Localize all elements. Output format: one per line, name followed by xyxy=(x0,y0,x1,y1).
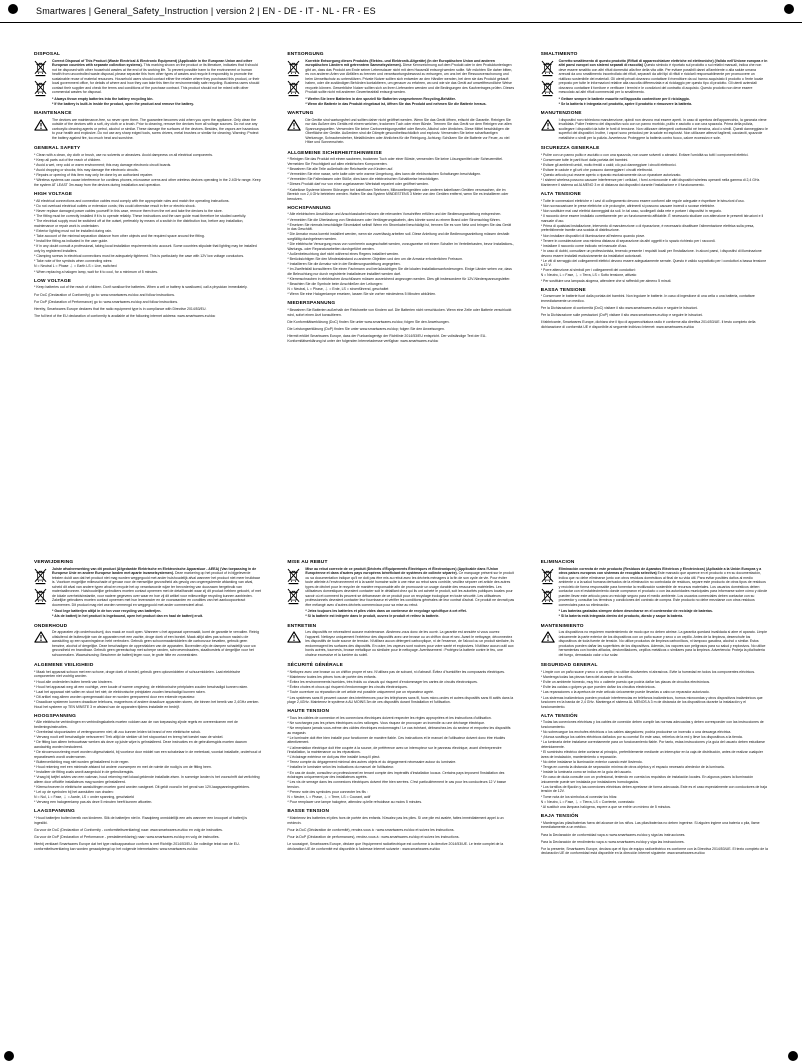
bullet-line: * L'éclairage extérieur ne doit pas être installé lorsqu'il pleut. xyxy=(287,755,381,760)
section-text xyxy=(52,118,261,143)
section-heading-disposal: DISPOSAL xyxy=(34,52,61,57)
bullet-line: * Non sovraccaricare le prese elettriche o le prolunghe, altrimenti si possono causare incendi o scosse elettriche. xyxy=(540,203,716,208)
section-text xyxy=(34,816,261,826)
section-laagspanning xyxy=(34,816,261,826)
section-icons xyxy=(541,567,559,605)
section-low-voltage xyxy=(34,285,261,290)
section-text xyxy=(287,670,514,705)
doc-declaration-line: Ga voor de DoP (Declaration of Performance - prestatieverklaring) naar: www.smartwares.eu/dop en volg de instructies. xyxy=(34,835,220,840)
section-heading-onderhoud: ONDERHOUD xyxy=(34,623,68,629)
section-text xyxy=(559,630,768,659)
section-heading-hoogspanning: HOOGSPANNING xyxy=(34,713,77,719)
section-alta-tension xyxy=(541,720,768,810)
section-heading-mantenimiento: MANTENIMIENTO xyxy=(540,623,584,629)
section-heading-high-voltage: HIGH VOLTAGE xyxy=(34,192,73,198)
bullet-line: * If in any doubt consult a professional, taking local installation requirements into account. Some countries stipulate that lighting may be installed only by registered installers. xyxy=(34,244,257,253)
bullet-line: * ¡Nunca sustituya los cables eléctricos dañados por su cuenta! En este caso, retírelos de la red y lleve los dispositivos a la tienda. xyxy=(540,735,743,740)
bullet-line: * Non sostituire mai cavi elettrici danneggiati da soli. In tal caso, scollegarli dalla rete e portare i dispositivi in negozio. xyxy=(540,209,722,214)
weee-bin-icon xyxy=(541,60,554,77)
bullet-line: * Außenbeleuchtung darf nicht während eines Regens installiert werden. xyxy=(287,251,400,256)
bullet-line: * Die Armatur muss korrekt installiert werden, wenn sie zuverlässig arbeiten soll. Diese Anleitung und die Bedienungsanleitung müssen deshalb sorgfältig durchgelesen werden. xyxy=(287,232,510,241)
bullet-line: * In caso di dubbi, consultare un professionista, tenendo presente i requisiti locali per l'installazione. In alcuni paesi, i dispositivi di illuminazione devono essere installati esclusivamente da installatori autorizzati. xyxy=(540,248,762,258)
section-text xyxy=(34,153,261,188)
bullet-line: * En cas de doute, consultez un professionnel en tenant compte des impératifs d'installation locaux. Certains pays imposent l'installation des éclairages uniquement par des installateurs agréés. xyxy=(287,770,505,780)
section-heading-hochspannung: HOCHSPANNUNG xyxy=(287,205,331,211)
bullet-line: * Mantenga todas las piezas fuera del alcance de los niños. xyxy=(540,675,633,679)
doc-declaration-line: Le soussigné, Smartwares Europe, déclare que l'équipement radioélectrique est conforme à la directive 2014/53/UE. Le texte complet de la déclaration UE de conformité est disponible à l'adresse internet suivante : www.smartwares.eu/doc xyxy=(287,841,504,851)
section-text xyxy=(287,716,514,806)
section-text xyxy=(559,118,768,143)
bullet-line: * Tome nota de los símbolos al conectar los hilos: xyxy=(540,794,618,799)
section-sicurezza-generale xyxy=(541,153,768,188)
section-heading-alta-tensione: ALTA TENSIONE xyxy=(540,192,582,198)
section-text xyxy=(287,816,514,826)
section-text xyxy=(305,630,514,659)
bullet-line: * Installez le luminaire selon les indications du manuel de l'utilisateur. xyxy=(287,765,395,770)
section-text xyxy=(559,59,768,107)
bullet-line: * Houd batterijen buiten bereik van kinderen. Slik de batterijen niet in. Raadpleeg onmiddellijk een arts wanneer een knoopcel of batterij is ingeslikt. xyxy=(34,816,248,825)
bullet-line: * Los tornillos de fijación y las conexiones eléctricas deben apretarse de forma adecuada. Este es el caso especialmente con conductores de baja tensión de 12V. xyxy=(540,784,767,794)
warning-triangle-icon xyxy=(541,119,555,131)
section-heading-laagspanning: LAAGSPANNING xyxy=(34,809,75,815)
doc-declaration-line: The full text of the EU declaration of conformity is available at the following internet address: www.smartwares.eu/doc xyxy=(34,313,216,318)
bullet-line: * Limpie con un paño suave y seco o un cepillo; no utilice disolventes ni abrasivos. Evite la humedad en todos los componentes eléctricos. xyxy=(540,669,756,674)
section-text xyxy=(541,199,768,284)
doc-declaration-line: Hereby, Smartwares Europe declares that the radio equipment type is in compliance with Directive 2014/53/EU. xyxy=(34,306,207,311)
bullet-line: * Porre attenzione ai simboli per i collegamenti dei conduttori: xyxy=(540,268,636,273)
section-mise-au-rebut xyxy=(287,567,514,620)
bullet-line: * When replacing a halogen lamp, wait for it to cool, for a minimum of 5 minutes. xyxy=(34,269,158,274)
body-paragraph: I dispositivi non richiedono manutenzione, quindi non devono mai essere aperti. In caso di apertura dell'apparecchio, la garanzia viene invalidata. Pulire l'esterno del dispositivo solo con un panno morbido, pulito e asciutto o con una spazzola. Prima della pulizia, scollegare i dispositivi da tutte le fonti di tensione. Non utilizzare detergenti carbossilici né benzina, alcol o simili. Questi danneggiano le superfici dei dispositivi. Inoltre, i vapori sono pericolosi per la salute ed esplosivi. Non utilizzare attrezzi taglienti, cacciaviti, spazzole metalliche o simili per la pulizia. Avvertenza: Proteggere la batteria contro fuoco, calore eccessivo e sole. xyxy=(558,117,768,140)
bullet-line: * Évitez les environnements humides, très froids ou chauds qui risquent d'endommager les cartes de circuits électroniques. xyxy=(287,680,478,685)
instruction-columns xyxy=(34,52,768,1048)
bullet-line-bold: * Si la batterie est intégrée dans le produit, ouvrez le produit et retirez la batterie. xyxy=(305,614,440,619)
bullet-line: * Kabellose Systeme können Störungen bei kabellosen Telefonen, Mikrowellengeräten oder anderen kabellosen Geräten verursachen, die im Bereich von 2,4 GHz betrieben werden. Halten Sie das System MINDESTENS 3 Meter von den Geräten entfernt, wenn Sie es installieren oder benutzen. xyxy=(287,187,509,201)
section-text xyxy=(52,630,261,659)
document-title: Smartwares | General_Safety_Instruction | version 2 | EN - DE - IT - NL - FR - ES xyxy=(36,6,376,16)
body-paragraph: Juiste afvalverwerking van dit product (Afgedankte Elektrische en Elektronische Apparatuur - AEEA) (Van toepassing in de Europese Unie en andere Europese landen met aparte inzamelsystemen). Deze markering op het product of in bijgeleverde teksten duidt aan dat het product niet mag worden weggegooid met ander huishoudelijk afval wanneer het product niet meer bruikbaar is. Voorkom mogelijke milieuschade of gevaar voor de menselijke gezondheid als gevolg van ongereguleerde afdanking van afval, scheid dit afval van andere typen afval en recycle het op verantwoorde wijze ter bevordering van duurzaam hergebruik van materiaalbronnen. Huishoudelijke gebruikers moeten contact opnemen met de detailhandel waar zij dit product hebben gekocht, of met de lokale overheidsinstantie, voor nadere gegevens over waar en hoe zij dit artikel voor milieuveilige recycling kunnen aanbieden. Zakelijke gebruikers moeten contact opnemen met hun leverancier en de voorwaarden en condities van het aankoopcontract doornemen. Dit product mag niet worden vermengd en weggegooid met ander commercieel afval. xyxy=(52,566,261,607)
bullet-line: * Houd rekening met een minimale afstand tot andere voorwerpen en met de ruimte die nodig is om de fitting heen. xyxy=(34,764,212,769)
weee-bin-icon xyxy=(541,568,554,585)
bullet-line: * Los sistemas inalámbricos pueden producir interferencias en teléfonos inalámbricos, hornos microondas y otros dispositivos inalámbricos que funcionen en la banda de 2,4 GHz. Mantenga el sistema AL MENOS A 3 m de distancia de los dispositivos durante la instalación y el funcionamiento. xyxy=(540,695,763,709)
section-icons xyxy=(541,118,559,131)
doc-declaration-line: For DoC (Declaration of Conformity) go to: www.smartwares.eu/doc and follow instructions. xyxy=(34,292,176,297)
bullet-line: * All electrical connections and connection cables must comply with the appropriate rules and match the operating instructions. xyxy=(34,198,230,203)
section-icons xyxy=(34,630,52,643)
section-text xyxy=(52,59,261,107)
section-heading-manutenzione: MANUTENZIONE xyxy=(540,111,582,117)
doc-declaration-line: Pour la DoP (Déclaration de performances), rendez-vous à : www.smartwares.eu/dop et suivez les instructions. xyxy=(287,835,460,840)
body-paragraph: Los dispositivos no requieren mantenimiento de modo que no deben abrirse. La garantía quedará invalidada si abre el aparato. Limpie únicamente la parte exterior de los dispositivos con un paño suave y seco o un cepillo. Antes de la limpieza, desenchufe los dispositivos de toda fuente de tensión. No utilice productos de limpieza carboxílicos, ni tampoco gasolina, alcohol o similar. Estos productos pueden dañar las superficies de los dispositivos. Además, los vapores son peligrosos para su salud y explosivos. No utilice herramientas con bordes afilados, destornilladores, cepillos metálicos o similares para la limpieza. Advertencia: Proteja la pila/batería del fuego, demasiado calor o luz solar. xyxy=(558,630,768,657)
bullet-line: * Mantenga las pilas/baterías fuera del alcance de los niños. Las pilas/baterías no deben ingerirse. Si alguien ingiere una batería o pila, llame inmediatamente a un médico. xyxy=(540,820,760,830)
section-verwijdering xyxy=(34,567,261,620)
section-heading-algemene-veiligheid: ALGEMENE VEILIGHEID xyxy=(34,663,94,669)
bullet-line: * Vervang een halogeenlamp pas als deze 5 minuten heeft kunnen afkoelen. xyxy=(34,800,153,805)
weee-bin-icon xyxy=(287,568,300,585)
section-wartung xyxy=(287,118,514,147)
section-haute-tension xyxy=(287,716,514,806)
bullet-line: * Keep batteries out of the reach of children. Don't swallow the batteries. When a cell or battery is swallowed, call a physician immediately. xyxy=(34,285,248,290)
bullet-line: * Buitenverlichting mag niet worden geïnstalleerd in de regen. xyxy=(34,759,130,764)
section-heading-maintenance: MAINTENANCE xyxy=(34,111,72,117)
section-heading-haute-tension: HAUTE TENSION xyxy=(287,709,330,715)
section-hochspannung xyxy=(287,212,514,297)
section-text xyxy=(34,720,261,805)
warning-triangle-icon xyxy=(34,631,48,643)
bullet-line: * Berücksichtigen Sie den Mindestabstand zu anderen Objekten und den um die Armatur erforderlichen Freiraum. xyxy=(287,256,464,261)
section-icons xyxy=(287,630,305,643)
bullet-line: * De fitting kan alleen betrouwbaar werken als deze op juiste wijze is geïnstalleerd. Deze instructies en de gebruikersgids moeten daarom aandachtig worden bestudeerd. xyxy=(34,740,247,749)
bullet-line: * No sobrecargue los enchufes eléctricos o los cables alargadores; podría producirse un incendio o una descarga eléctrica. xyxy=(540,730,732,735)
bullet-line: * Les vis de serrage dans les connexions électriques doivent être bien serrées. C'est particulièrement le cas pour les conducteurs 12 V basse tension. xyxy=(287,780,507,789)
bullet-line: * Ersetzen Sie niemals beschädigte Stromkabel selbst! Wenn ein Stromkabel beschädigt ist, trennen Sie es vom Netz und bringen Sie das Gerät in das Geschäft. xyxy=(287,222,511,232)
bullet-line: * Nettoyez avec une brosse ou un chiffon propre et sec. N'utilisez pas de solvant, ni d'abrasif. Évitez d'humidifier les composants électriques. xyxy=(287,669,506,674)
section-hoogspanning xyxy=(34,720,261,805)
section-text xyxy=(34,670,261,710)
section-alta-tensione xyxy=(541,199,768,284)
doc-declaration-line: Die Leistungserklärung (DoP) finden Sie unter www.smartwares.eu/dop; folgen Sie den Anweisungen. xyxy=(287,327,445,332)
body-paragraph: Die Geräte sind wartungsfrei und sollten daher nicht geöffnet werden. Wenn Sie das Gerät öffnen, erlischt die Garantie. Reinigen Sie nur das Äußere des Geräts mit einem weichen, trockenen Tuch oder einer Bürste. Trennen Sie das Gerät vor dem Reinigen von allen Spannungsquellen. Verwenden Sie keine Carbonreinigungsmittel oder Benzin, Alkohol oder ähnliches. Diese Mittel beschädigen die Oberfläche der Geräte. Außerdem sind die Dämpfe gesundheitsschädlich und explosiv. Verwenden Sie keine scharfkantigen Werkzeuge, Schraubendreher, Metallbürsten oder ähnliches für die Reinigung. Achtung: Schützen Sie die Batterie vor Feuer, zu viel Hitze und Sonnenschein. xyxy=(305,117,512,145)
doc-declaration-line: Hierbij verklaart Smartwares Europe dat het type radioapparatuur conform is met Richtlijn 2014/53/EU. De volledige tekst van de EU-conformiteitsverklaring kan worden geraadpleegd op het volgende internetadres: www.smartwares.eu/doc xyxy=(34,841,240,851)
doc-declaration-line: Per la Dichiarazione sulle prestazioni (DoP) visitare il sito www.smartwares.eu/dop e seguire le istruzioni. xyxy=(540,313,704,318)
bullet-line: * Take note of the symbols when connecting wires: xyxy=(34,259,113,264)
bullet-line: * Pour remplacer une lampe halogène, attendez qu'elle refroidisse au moins 5 minutes. xyxy=(287,800,423,805)
bullet-line: * Im Zweifelsfall konsultieren Sie einen Fachmann und berücksichtigen Sie die lokalen Installationsanforderungen. Einige Länder sehen vor, dass die Beleuchtung nur durch registrierte Installateure installiert werden darf. xyxy=(287,267,512,276)
section-securite-generale xyxy=(287,670,514,705)
section-basse-tension xyxy=(287,816,514,826)
bullet-line: * Clamping screws in electrical connections must be adequately tightened. This is particularly the case with 12V low voltage conductors. xyxy=(34,254,245,259)
bullet-line: * Bewahren Sie alle Teile außerhalb der Reichweite von Kindern auf. xyxy=(287,167,394,171)
bullet-line: * Alle elektrische verbindingen en verbindingskabels moeten voldoen aan de van toepassing zijnde regels en overeenkomen met de bedieningsinstructies. xyxy=(34,720,238,729)
section-heading-securite-generale: SÉCURITÉ GÉNÉRALE xyxy=(287,663,343,669)
section-text xyxy=(305,567,514,620)
bullet-line: * Bewahren Sie Batterien außerhalb der Reichweite von Kindern auf. Die Batterien nicht verschlucken. Wenn eine Zelle oder Batterie verschluckt wird, sofort einen Arzt konsultieren. xyxy=(287,308,512,317)
section-heading-seguridad-general: SEGURIDAD GENERAL xyxy=(540,663,598,669)
bullet-line: * Maintenez toutes les pièces hors de portée des enfants. xyxy=(287,675,377,679)
section-text xyxy=(305,118,514,147)
section-heading-entsorgung: ENTSORGUNG xyxy=(287,52,324,57)
section-text xyxy=(541,294,768,304)
bullet-line: * Install the fitting as indicated in the user guide. xyxy=(34,239,109,244)
bullet-line: * Pulire con un panno pulito e asciutto o con una spazzola, non usare solventi o abrasivi. Evitare l'umidità su tutti i componenti elettrici. xyxy=(540,152,749,157)
section-niederspannung xyxy=(287,308,514,318)
bullet-line: * Conservare tutte le parti fuori dalla portata dei bambini. xyxy=(540,157,629,162)
section-text xyxy=(541,153,768,188)
body-paragraph: Korrekte Entsorgung dieses Produkts (Elektro- und Elektronik-Altgeräte) (In der Europäischen Union und anderen europäischen Ländern mit getrenntem Sammelsystemen). Diese Kennzeichnung auf dem Produkt oder in den Produktunterlagen gibt an, dass das Produkt am Ende seiner Lebensdauer nicht mit dem Hausmüll entsorgt werden sollte. Wir möchten Sie daher bitten, es von anderen Arten von Abfällen zu trennen und verantwortungsbewusst zu entsorgen, um uns bei der Ressourcenschonung und beim Umweltschutz zu unterstützen. Private Nutzer sollten sich entweder an den Händler wenden, bei dem sie das Produkt gekauft haben, oder die zuständigen Behörden kontaktieren, um genauer zu erfahren, wo und wie sie das Gerät auf umweltfreundliche Weise recyceln können. Gewerbliche Nutzer sollten sich an ihren Lieferanten wenden und die Bedingungen des Kaufvertrages prüfen. Dieses Produkt sollte nicht mit anderem Gewerbeabfall entsorgt werden. xyxy=(305,58,515,95)
section-text xyxy=(34,285,261,290)
section-high-voltage xyxy=(34,199,261,275)
bullet-line: * Tenez compte du dégagement minimal des autres objets et du dégagement nécessaire autour du luminaire. xyxy=(287,760,457,765)
doc-declaration-line: Il fabbricante, Smartwares Europe, dichiara che il tipo di apparecchiatura radio è conforme alla direttiva 2014/53/UE. Il testo completo della dichiarazione di conformità UE è disponibile al seguente indirizzo Internet: www.smartwares.eu/doc xyxy=(540,320,756,329)
bullet-line: * Le viti di serraggio dei collegamenti elettrici devono essere adeguatamente serrate. Questo è valido soprattutto per i conduttori a bassa tensione a 12 V. xyxy=(540,258,767,268)
bullet-line: * Houd alle onderdelen buiten bereik van kinderen. xyxy=(34,679,113,684)
bullet-line: * Prenez note des symboles pour connecter les fils : xyxy=(287,789,368,794)
section-text xyxy=(52,567,261,620)
bullet-line: * Évitez chutes et chocs qui risquent d'endommager les circuits électroniques. xyxy=(287,685,408,690)
bullet-line: * Al sustituir una lámpara halógena, espere a que se enfríe un mínimo de 5 minutos. xyxy=(540,804,672,809)
bullet-line-bold: * Gettare sempre le batterie esaurite nell'apposito contenitore per il riciclaggio. xyxy=(558,96,690,101)
section-icons xyxy=(287,567,305,605)
section-algemene-veiligheid xyxy=(34,670,261,710)
bullet-line-bold: * Gooi lege batterijen altijd in de ton voor recycling van batterijen. xyxy=(52,609,162,614)
bullet-line: * Conservare le batterie fuori dalla portata dei bambini. Non ingoiare le batterie. In caso di ingestione di una cella o una batteria, contattare immediatamente un medico. xyxy=(540,294,755,303)
section-baja-tension xyxy=(541,821,768,831)
bullet-line: * Vermeiden Sie eine nasse, sehr kalte oder sehr warme Umgebung, dies kann die elektronischen Schaltungen beschädigen. xyxy=(287,172,482,177)
weee-bin-icon xyxy=(34,80,47,97)
section-heading-bassa-tensione: BASSA TENSIONE xyxy=(540,287,586,293)
section-heading-alta-tension: ALTA TENSIÓN xyxy=(540,713,578,719)
bullet-line: * Laat het apparaat niet vallen en stoot het niet; de elektronische printplaten zouden beschadigd kunnen raken. xyxy=(34,689,206,694)
body-paragraph: De apparaten zijn onderhoudsvrij, dus maak ze nooit open. Wanneer u het apparaat openmaakt, komt de garantie te vervallen. Reinig uitsluitend de buitenzijde van de apparaten met een zachte, droge doek of een borstel. Maak altijd alles pas schoon nadat u de aansluiting op een spanningsbron hebt verbroken. Gebruik geen schoonmaakmiddelen die carbonzuur bevatten, gebruik geen benzine, alcohol of dergelijke. Deze beschadigen de oppervlakken van de apparaten. Bovendien zijn de dampen schadelijk voor uw gezondheid en brandbaar. Gebruik geen gereedschap met scherpe randen, schroevendraaiers, staalborstels of dergelijke voor het schoonmaken. Waarschuwing: Bescherm de batterij tegen vuur, te grote hitte en zonnestralen. xyxy=(52,630,260,657)
bullet-line: * Evitare gli ambienti umidi, molto freddi o caldi; ciò può danneggiare i circuiti elettronici. xyxy=(540,163,677,168)
body-paragraph: Corretto smaltimento di questo prodotto (Rifiuti di apparecchiature elettriche ed elettroniche) (Valido nell'Unione europea e in altri paesi europei con sistemi separati di raccolta) Questo simbolo è riportato sul prodotto o sui relativi manuali, indica che non deve essere smaltito con altri rifiuti domestici alla fine della vita utile. Per evitare possibili danni all'ambiente o alla salute umana arrecati da uno smaltimento incontrollato dei rifiuti, separarli da altri tipi di rifiuti e riciclarli responsabilmente per promuovere un riutilizzo sostenibile dei materiali. Gli utenti privati dovranno contattare il rivenditore da cui hanno acquistato il prodotto o l'ente locale preposto per tutte le informazioni relative alla raccolta differenziata e al riciclaggio per questo tipo di prodotto. Gli utenti aziendali dovranno contattare il fornitore e verificare i termini e le condizioni del contratto di acquisto. Questo prodotto non deve essere mescolato ad altri rifiuti commerciali per lo smaltimento. xyxy=(558,58,768,95)
bullet-line: * Wireless systems can cause interference for cordless phones, microwave ovens and other wireless devices operating in the 2.4GHz range. Keep the system AT LEAST 3m away from the devices during installation and operation. xyxy=(34,178,261,188)
weee-bin-icon xyxy=(287,588,300,605)
weee-bin-icon xyxy=(34,588,47,605)
bullet-line: * Non installare dispositivi di illuminazione all'esterno quando piove. xyxy=(540,233,646,238)
bullet-line: * Houd het apparaat weg uit een vochtige, zeer koude of warme omgeving; de elektronische printplaten zouden beschadigd kunnen raken. xyxy=(34,684,249,689)
bullet-line: * Evite un ambiente húmedo, muy frío o caliente puesto que podría dañar las placas de circuitos electrónicos. xyxy=(540,680,711,685)
bullet-line: * Wenn Sie eine Halogenlampe ersetzen, lassen Sie sie vorher mindestens 5 Minuten abkühlen. xyxy=(287,292,437,297)
section-icons xyxy=(34,118,52,131)
warning-triangle-icon xyxy=(287,119,301,131)
section-text xyxy=(287,308,514,318)
bullet-line: * Take account of the minimal separation distance from other objects and the required space around the fitting. xyxy=(34,234,205,239)
bullet-line-bold: * If the battery is built-in inside the product, open the product and remove the battery. xyxy=(52,101,194,106)
section-text xyxy=(34,199,261,275)
section-seguridad-general xyxy=(541,670,768,710)
bullet-line: * Il raccordo deve essere installato correttamente per un funzionamento affidabile. È necessario studiare con attenzione le presenti istruzioni e il manuale d'uso. xyxy=(540,214,764,223)
section-general-safety xyxy=(34,153,261,188)
bullet-line: * Overbelast stopcontacten of verlengsnoeren niet; dit zou kunnen leiden tot brand of een elektrische schok. xyxy=(34,730,201,735)
section-text xyxy=(541,670,768,710)
bullet-line: * Tenere in considerazione una minima distanza di separazione da altri oggetti e lo spazio richiesto per i raccordi. xyxy=(540,238,716,243)
section-heading-allgemeine-sicherheitshinweise: ALLGEMEINE SICHERHEITSHINWEISE xyxy=(287,150,383,156)
doc-declaration-line: Per la Dichiarazione di conformità (DoC) visitare il sito www.smartwares.eu/doc e seguire le istruzioni. xyxy=(540,306,699,311)
section-manutenzione xyxy=(541,118,768,143)
bullet-line: * Installieren Sie die Armatur wie in der Bedienungsanleitung angegeben. xyxy=(287,262,401,267)
bullet-line: * Die elektrische Versorgung muss von vornherein ausgeschaltet werden, vorzugsweise mit einem Schalter im Verteilerkasten, bevor Installations-, Wartungs- oder Reparaturarbeiten durchgeführt werden. xyxy=(287,242,515,251)
bullet-line: * No debe instalarse la iluminación exterior cuando esté lloviendo. xyxy=(540,759,643,764)
bullet-line: * Maak het apparaat schoon met een schone, droge doek of borstel, gebruik geen oplosmiddelen of schuurmiddelen. Laat elektrische componenten niet vochtig worden. xyxy=(34,669,241,679)
bullet-line: * Evitare le cadute e gli urti che possono danneggiare i circuiti elettronici. xyxy=(540,168,654,173)
section-heading-mise-au-rebut: MISE AU REBUT xyxy=(287,560,328,565)
bullet-line: * Questo articolo può essere aperto o riparato esclusivamente da un riparatore autorizzato. xyxy=(540,173,682,178)
language-block-nl xyxy=(34,560,261,1048)
bullet-line: N = Neutral L = Phase ⏚ = Earth LS = Live, switched xyxy=(34,264,117,269)
bullet-line: N = Neutral, L = Phase, ⏚ = Erde, LS = stromführend, geschaltet xyxy=(287,287,389,292)
section-heading-sicurezza-generale: SICUREZZA GENERALE xyxy=(540,146,600,152)
section-heading-verwijdering: VERWIJDERING xyxy=(34,560,74,565)
section-heading-smaltimento: SMALTIMENTO xyxy=(540,52,578,57)
bullet-line: * The fitting must be correctly installed if it is to operate reliably. These instructions and the user guide must therefore be studied carefully. xyxy=(34,214,247,219)
language-block-es xyxy=(541,560,768,1048)
bullet-line: * Never replace damaged power cables yourself! In this case, remove them from the net and take the devices to the store. xyxy=(34,209,223,214)
bullet-line: * Do not overload electrical outlets or extension cords; this could otherwise result in fire or electric shock. xyxy=(34,203,196,208)
language-block-it xyxy=(541,52,768,550)
bullet-line-bold: * Jetez toujours les batteries et piles vides dans un conteneur de recyclage spécifique à cet effet. xyxy=(305,609,467,614)
bullet-line: * Las reparaciones o la apertura de este artículo únicamente puede llevarlas a cabo un reparador autorizado. xyxy=(540,690,710,695)
section-icons xyxy=(34,59,52,97)
section-text xyxy=(559,567,768,620)
bullet-line: * En caso de duda consulte con un profesional, teniendo en cuenta los requisitos de instalación locales. En algunos países la iluminación únicamente puede ser instalada por instaladores homologados. xyxy=(540,775,754,784)
language-block-en xyxy=(34,52,261,550)
bullet-line-bold: * Se la batteria è integrata nel prodotto, aprire il prodotto e rimuovere la batteria. xyxy=(558,101,693,106)
doc-declaration-line: Pour la DoC (Déclaration de conformité), rendez-vous à : www.smartwares.eu/doc et suivez les instructions. xyxy=(287,828,455,833)
bullet-line-bold: * Si la batería está integrada dentro del producto, ábralo y saque la batería. xyxy=(558,614,684,619)
bullet-line: * Prima di qualsiasi installazione, intervento di manutenzione o di riparazione, è necessario disattivare l'alimentazione elettrica sulla presa, preferibilmente tramite una scatola di distribuzione. xyxy=(540,223,755,233)
section-entretien xyxy=(287,630,514,659)
bullet-line: N = Neutro, L = Fase, ⏚ = Tierra, LS = Corriente, conectado xyxy=(540,799,635,804)
bullet-line: * Installeer de fitting zoals wordt aangeduid in de gebruikersgids. xyxy=(34,770,135,775)
bullet-line: * Les systèmes sans fil peuvent causer des interférences pour les téléphones sans fil, fours micro-ondes et autres dispositifs sans fil actifs dans la plage 2,4GHz. Maintenez le système à AU MOINS 3m de ces dispositifs durant l'installation et l'utilisation. xyxy=(287,695,514,705)
section-heading-low-voltage: LOW VOLTAGE xyxy=(34,278,72,284)
section-heading-wartung: WARTUNG xyxy=(287,111,314,117)
bullet-line: * Evite las caídas o golpes ya que pueden dañar los circuitos electrónicos. xyxy=(540,685,656,690)
bullet-line: * Klemmschrauben in elektrischen Anschlüssen müssen ausreichend angezogen werden. Dies gilt insbesondere für 12V-Niederspannungsleiter. xyxy=(287,276,511,281)
bullet-line: * Per sostituire una lampada alogena, attendere che si raffreddi per almeno 5 minuti. xyxy=(540,278,672,283)
section-icons xyxy=(34,567,52,605)
bullet-line: * Installare il raccordo come indicato nel manuale d'uso. xyxy=(540,243,628,248)
bullet-line: * I sistemi wireless possono causare interferenze per i cellulari, i forni a microonde e altri dispositivi wireless operanti nella gamma di 2,4 GHz. Mantenere il sistema ad ALMENO 3 m di distanza dai dispositivi durante l'installazione e il funzionamento. xyxy=(540,178,761,188)
bullet-line: * Tenga en cuenta la distancia de separación mínima de otros objetos y el espacio necesario alrededor de la luminaria. xyxy=(540,764,725,769)
section-text xyxy=(287,212,514,297)
bullet-line: * L'alimentation électrique doit être coupée à la source, de préférence avec un interrupteur sur le panneau électrique, avant d'entreprendre l'installation, la maintenance ou les réparations. xyxy=(287,745,502,755)
bullet-line: * Clean with a clean, dry cloth or brush, use no solvents or abrasives. Avoid dampness on all electrical components. xyxy=(34,152,213,157)
section-text xyxy=(541,821,768,831)
bullet-line: * Reinigen Sie das Produkt mit einem sauberen, trockenen Tuch oder einer Bürste, verwenden Sie keine Lösungsmittel oder Scheuermittel. Vermeiden Sie Feuchtigkeit auf allen elektrischen Komponenten. xyxy=(287,157,503,166)
bullet-line: * Keep all parts out of the reach of children. xyxy=(34,157,102,162)
bullet-line: * Beachten Sie die Symbole beim Anschließen der Leitungen: xyxy=(287,281,383,286)
doc-declaration-line: Para la Declaración de rendimiento vaya a: www.smartwares.eu/dop y siga las instrucciones. xyxy=(540,839,685,844)
section-entsorgung xyxy=(287,59,514,107)
bullet-line: * Maintenez les batteries et piles hors de portée des enfants. N'avalez pas les piles. Si une pile est avalée, faites immédiatement appel à un médecin. xyxy=(287,816,504,825)
bullet-line: * Tutte le connessioni elettriche e i cavi di collegamento devono essere conformi alle regole adeguate e rispettare le istruzioni d'uso. xyxy=(540,198,745,203)
doc-declaration-line: Para la Declaración de conformidad vaya a: www.smartwares.eu/doc y siga las instrucciones. xyxy=(540,832,686,837)
weee-bin-icon xyxy=(541,588,554,605)
bullet-line: * Ne remplacez jamais vous-même des câbles électriques endommagés ! Le cas échéant, débranchez-les du secteur et emportez les dispositifs au magasin. xyxy=(287,726,511,735)
bullet-line: * Le luminaire doit être bien installé pour fonctionner de manière fiable. Ces instructions et le manuel de l'utilisateur doivent donc être étudiés attentivement. xyxy=(287,735,506,745)
bullet-line: * Vermeiden Sie Fallenlassen oder Stöße; dies kann die elektronischen Schaltkreise beschädigen. xyxy=(287,177,440,182)
body-paragraph: Mise au rebut correcte de ce produit (Déchets d'Équipements Électriques et Électroniques) (Applicable dans l'Union Européenne et dans d'autres pays européens bénéficiant de systèmes de collecte séparée). Ce marquage présent sur le produit ou sa documentation indique qu'il ne doit pas être mis au rebut avec les déchets ménagers à la fin de son cycle de vie. Pour éviter toute atteinte à l'environnement et à la santé humaine suite à une mise au rebut sans contrôle, veuillez séparer cet article des autres types de déchet pour le recycler de manière responsable afin de promouvoir un usage durable des ressources matérielles. Les utilisateurs domestiques devraient contacter soit le détaillant chez qui ils ont acheté le produit, soit les autorités publiques locales pour savoir où et comment ils peuvent se débarrasser de ce produit pour un recyclage écologique en toute sécurité. Les utilisateurs professionnels devraient contacter leur fournisseur et vérifier les conditions générales de leur contrat d'achat. Ce produit ne devrait pas être mélangé avec d'autres déchets commerciaux pour sa mise au rebut. xyxy=(305,566,515,607)
bullet-line: * Todas las conexiones eléctricas y los cables de conexión deben cumplir las normas adecuadas y deben corresponder con las instrucciones de funcionamiento. xyxy=(540,720,764,729)
section-icons xyxy=(287,59,305,97)
section-text xyxy=(541,720,768,810)
doc-declaration-line: Por la presente, Smartwares Europe, declara que el tipo de equipo radioeléctrico es conforme con la Directiva 2014/53/UE. El texto completo de la declaración UE de conformidad está disponible en la dirección Internet siguiente: www.smartwares.eu/doc xyxy=(540,846,768,856)
bullet-line-bold: * Werfen Sie leere Batterien in den speziell für Batterien vorgesehenen Recycling-Behälter. xyxy=(305,96,456,101)
body-paragraph: The devices are maintenance-free, so never open them. The guarantee becomes void when you open the appliance. Only clean the outside of the devices with a soft, dry cloth or a brush. Prior to cleaning, remove the devices from all voltage sources. Do not use any carboxylic cleaning agents or petrol, alcohol or similar. These damage the surfaces of the devices. Besides, the vapors are hazardous to your health and explosive. Do not use any sharp edged tools, screw drivers, metal brushes or similar for cleaning. Warning: Protect the battery against fire, too much heat and sunshine. xyxy=(52,117,259,140)
section-heading-eliminacion: ELIMINACIÓN xyxy=(540,560,575,565)
bullet-line: * Avoid dropping or shocks; this may damage the electronic circuits. xyxy=(34,168,139,173)
section-heading-general-safety: GENERAL SAFETY xyxy=(34,146,81,152)
bullet-line: N = Nul, L = Fase, ⏚ = Aarde, LS = onder spanning, geschakeld xyxy=(34,795,134,800)
warning-triangle-icon xyxy=(287,631,301,643)
section-heading-basse-tension: BASSE TENSION xyxy=(287,809,330,815)
registration-mark-top-left xyxy=(8,4,18,14)
doc-declaration-line: Ga voor de DoC (Declaration of Conformity - conformiteitsverklaring) naar: www.smartwares.eu/doc en volg de instructies. xyxy=(34,828,223,833)
doc-declaration-line: Hiermit erklärt Smartwares Europe, dass der Funkanlagentyp der Richtlinie 2014/53/EU entspricht. Der vollständige Text der EU-Konformitätserklärung ist unter der folgenden Internetadresse verfügbar: www.smartwares.eu/doc xyxy=(287,333,487,343)
bullet-line: * Tous les câbles de connexion et les connexions électriques doivent respecter les règles appropriées et les instructions d'utilisation. xyxy=(287,715,492,720)
section-text xyxy=(305,59,514,107)
bullet-line: * La luminaria debe instalarse correctamente para un funcionamiento fiable. Por tanto, estas instrucciones y la guía del usuario deben estudiarse detenidamente. xyxy=(540,740,765,749)
bullet-line: * Vervang nooit zelf beschadigde netsnoeren! Trek altijd de stekker uit het stopcontact en breng het toestel naar de winkel. xyxy=(34,735,224,740)
bullet-line: * De stroomvoorziening moet worden uitgeschakeld, bij voorkeur door middel van een schakelaar in de meterkast, voordat installatie, onderhoud of reparatiewerk wordt ondernomen. xyxy=(34,750,262,759)
bullet-line-bold: * Wenn die Batterie in das Produkt eingebaut ist, öffnen Sie das Produkt und nehmen Sie die Batterie heraus. xyxy=(305,101,487,106)
bullet-line-bold: * Always throw empty batteries into the battery recycling bin. xyxy=(52,96,154,101)
header-rule xyxy=(0,22,802,23)
registration-mark-top-right xyxy=(784,4,794,14)
doc-declaration-line: Die Konformitätserklärung (DoC) finden Sie unter www.smartwares.eu/doc; folgen Sie den Anweisungen. xyxy=(287,320,450,325)
bullet-line: * Instale la luminaria como se indica en la guía del usuario. xyxy=(540,770,632,775)
body-paragraph: Correct Disposal of This Product (Waste Electrical & Electronic Equipment) (Applicable in the European Union and other European countries with separate collection systems). This marking shown on the product or its literature, indicates that it should not be disposed with other household wastes at the end of its working life. To prevent possible harm to the environment or human health from uncontrolled waste disposal, please separate this from other types of wastes and recycle it responsibly to promote the sustainable reuse of material resources. Household users should contact either the retailer where they purchased this product, or their local government office, for details of where and how they can take this item for environmentally safe recycling. Business users should contact their supplier and check the terms and conditions of the purchase contract. This product should not be mixed with other commercial wastes for disposal. xyxy=(52,58,260,95)
warning-triangle-icon xyxy=(34,119,48,131)
body-paragraph: Les dispositifs ne nécessitent aucune maintenance. Abstenez-vous donc de les ouvrir. La garantie est annulée si vous ouvrez l'appareil. Nettoyez uniquement l'extérieur des dispositifs avec une brosse ou un chiffon doux et sec. Avant le nettoyage, déconnectez les dispositifs de toute source de tension. N'utilisez aucun détergent carboxylique, ni de l'essence, de l'alcool ou un produit similaire, ils endommagent les surfaces des dispositifs. En outre, les vapeurs sont nocives pour votre santé et explosives. N'utilisez aucun outil aux bords acérés, tournevis, brosse métallique ou similaire pour le nettoyage. Avertissement : Protégez la batterie contre le feu, une chaleur excessive et la lumière du soleil. xyxy=(305,630,514,657)
bullet-line: * Dit artikel mag alleen worden opengemaakt door en worden gerepareerd door een erkende reparateur. xyxy=(34,694,196,699)
bullet-line: * Klemschroeven in elektrische aansluitingen moeten goed worden vastgezet. Dit geldt vooral in het geval van 12V-laagspanningsgeleiders. xyxy=(34,784,250,789)
section-disposal xyxy=(34,59,261,107)
registration-mark-bottom-right xyxy=(788,1051,798,1061)
bullet-line-bold: * Las baterías gastadas siempre deben desecharse en el contenedor de reciclaje de baterías. xyxy=(558,609,713,614)
section-eliminacion xyxy=(541,567,768,620)
section-bassa-tensione xyxy=(541,294,768,304)
section-icons xyxy=(541,59,559,97)
bullet-line: * Ne surchargez pas les prises électriques ou les rallonges. Vous risquez de provoquer un incendie ou une décharge électrique. xyxy=(287,720,486,725)
section-allgemeine-sicherheitshinweise xyxy=(287,157,514,201)
bullet-line: * Avoid a wet, very cold or warm environment; this may damage electronic circuit boards. xyxy=(34,163,172,168)
bullet-line: * Draadloze systemen kunnen draadloze telefoons, magnetrons of andere draadloze apparaten storen, die binnen het bereik van 2,4GHz werken. Houd het systeem op TEN MINSTE 3 m afstand van de apparaten tijdens installatie en bedrijf. xyxy=(34,700,260,709)
section-icons xyxy=(287,118,305,131)
bullet-line: * Dieses Produkt darf nur von einer zugelassenen Werkstatt repariert oder geöffnet werden. xyxy=(287,182,430,187)
language-block-de xyxy=(287,52,514,550)
bullet-line: * The electrical supply must be switched off at the outset, preferably by means of a switch in the distribution box, before any installation, maintenance or repair work is undertaken. xyxy=(34,219,244,228)
section-maintenance xyxy=(34,118,261,143)
weee-bin-icon xyxy=(34,60,47,77)
bullet-line: * Let op de symbolen bij het aansluiten van draden: xyxy=(34,789,114,794)
bullet-line: * Alle elektrischen Anschlüsse und Anschlusskabel müssen die relevanten Vorschriften erfüllen und der Bedienungsanleitung entsprechen. xyxy=(287,212,502,217)
bullet-line: N = Neutre, L = Phase, ⏚ = Terre, LS = Courant, actif xyxy=(287,795,371,800)
weee-bin-icon xyxy=(287,80,300,97)
language-block-fr xyxy=(287,560,514,1048)
bullet-line: * Toute ouverture ou réparation de cet article est possible uniquement par un réparateur agréé. xyxy=(287,690,434,695)
weee-bin-icon xyxy=(34,568,47,585)
warning-triangle-icon xyxy=(541,631,555,643)
bullet-line: * Vermeiden Sie die Überlastung von Steckdosen oder Verlängerungskabeln, dies könnte sonst zu einem Brand oder Stromschlag führen. xyxy=(287,217,501,222)
section-icons xyxy=(541,630,559,643)
doc-declaration-line: For DoP (Declaration of Performance) go to: www.smartwares.eu/dop and follow instructions. xyxy=(34,299,179,304)
section-text xyxy=(287,157,514,201)
body-paragraph: Eliminación correcta de este producto (Residuos de Aparatos Eléctricos y Electrónicos) (Aplicable a la Unión Europea y a otros países europeos con sistemas de recogida selectiva) Este marcado que aparece en el producto o en su documentación, indica que no debe eliminarse junto con otros residuos domésticos al final de su vida útil. Para evitar posibles daños al medio ambiente o a la salud humana derivados de la eliminación no controlada de residuos, separe este producto de otros tipos de residuos y recíclelo de forma responsable para fomentar la reutilización sostenible de recursos materiales. Los usuarios domésticos deben contactar con el establecimiento donde compraron el producto o con las autoridades municipales para informarse sobre cómo y dónde pueden llevar este artículo para un reciclaje seguro para el medio ambiente. Los usuarios comerciales deben contactar con su proveedor y consultar los términos y condiciones del contrato de compra. Este producto no debe mezclarse con otros residuos comerciales para su eliminación. xyxy=(558,566,768,607)
bullet-line: * El suministro eléctrico debe cortarse al principio, preferiblemente mediante un interruptor en la caja de distribución, antes de realizar cualquier tarea de instalación, mantenimiento o reparación. xyxy=(540,750,764,759)
section-mantenimiento xyxy=(541,630,768,659)
registration-mark-bottom-left xyxy=(4,1051,14,1061)
weee-bin-icon xyxy=(541,80,554,97)
bullet-line: * Exterior lighting must not be installed during rain. xyxy=(34,229,113,233)
bullet-line: * Repairs or opening of this item may only be done by an authorized repairer. xyxy=(34,173,154,178)
section-heading-entretien: ENTRETIEN xyxy=(287,623,317,629)
bullet-line-bold: * Als de batterij in het product is ingebouwd, open het product dan en haal de batterij eruit. xyxy=(52,614,203,619)
bullet-line: * Vraag bij twijfel advies van een vakman, houd rekening met lokaal geldende installatie-eisen. In sommige landen is het voorschrift dat verlichting alleen door officiële installateurs mag worden geïnstalleerd. xyxy=(34,775,260,784)
section-heading-niederspannung: NIEDERSPANNUNG xyxy=(287,301,336,307)
section-smaltimento xyxy=(541,59,768,107)
weee-bin-icon xyxy=(287,60,300,77)
section-heading-baja-tension: BAJA TENSIÓN xyxy=(540,813,579,819)
bullet-line: N = Neutro, L = Fase, ⏚ = Terra, LS = Sotto tensione, attivato xyxy=(540,273,637,278)
section-onderhoud xyxy=(34,630,261,659)
